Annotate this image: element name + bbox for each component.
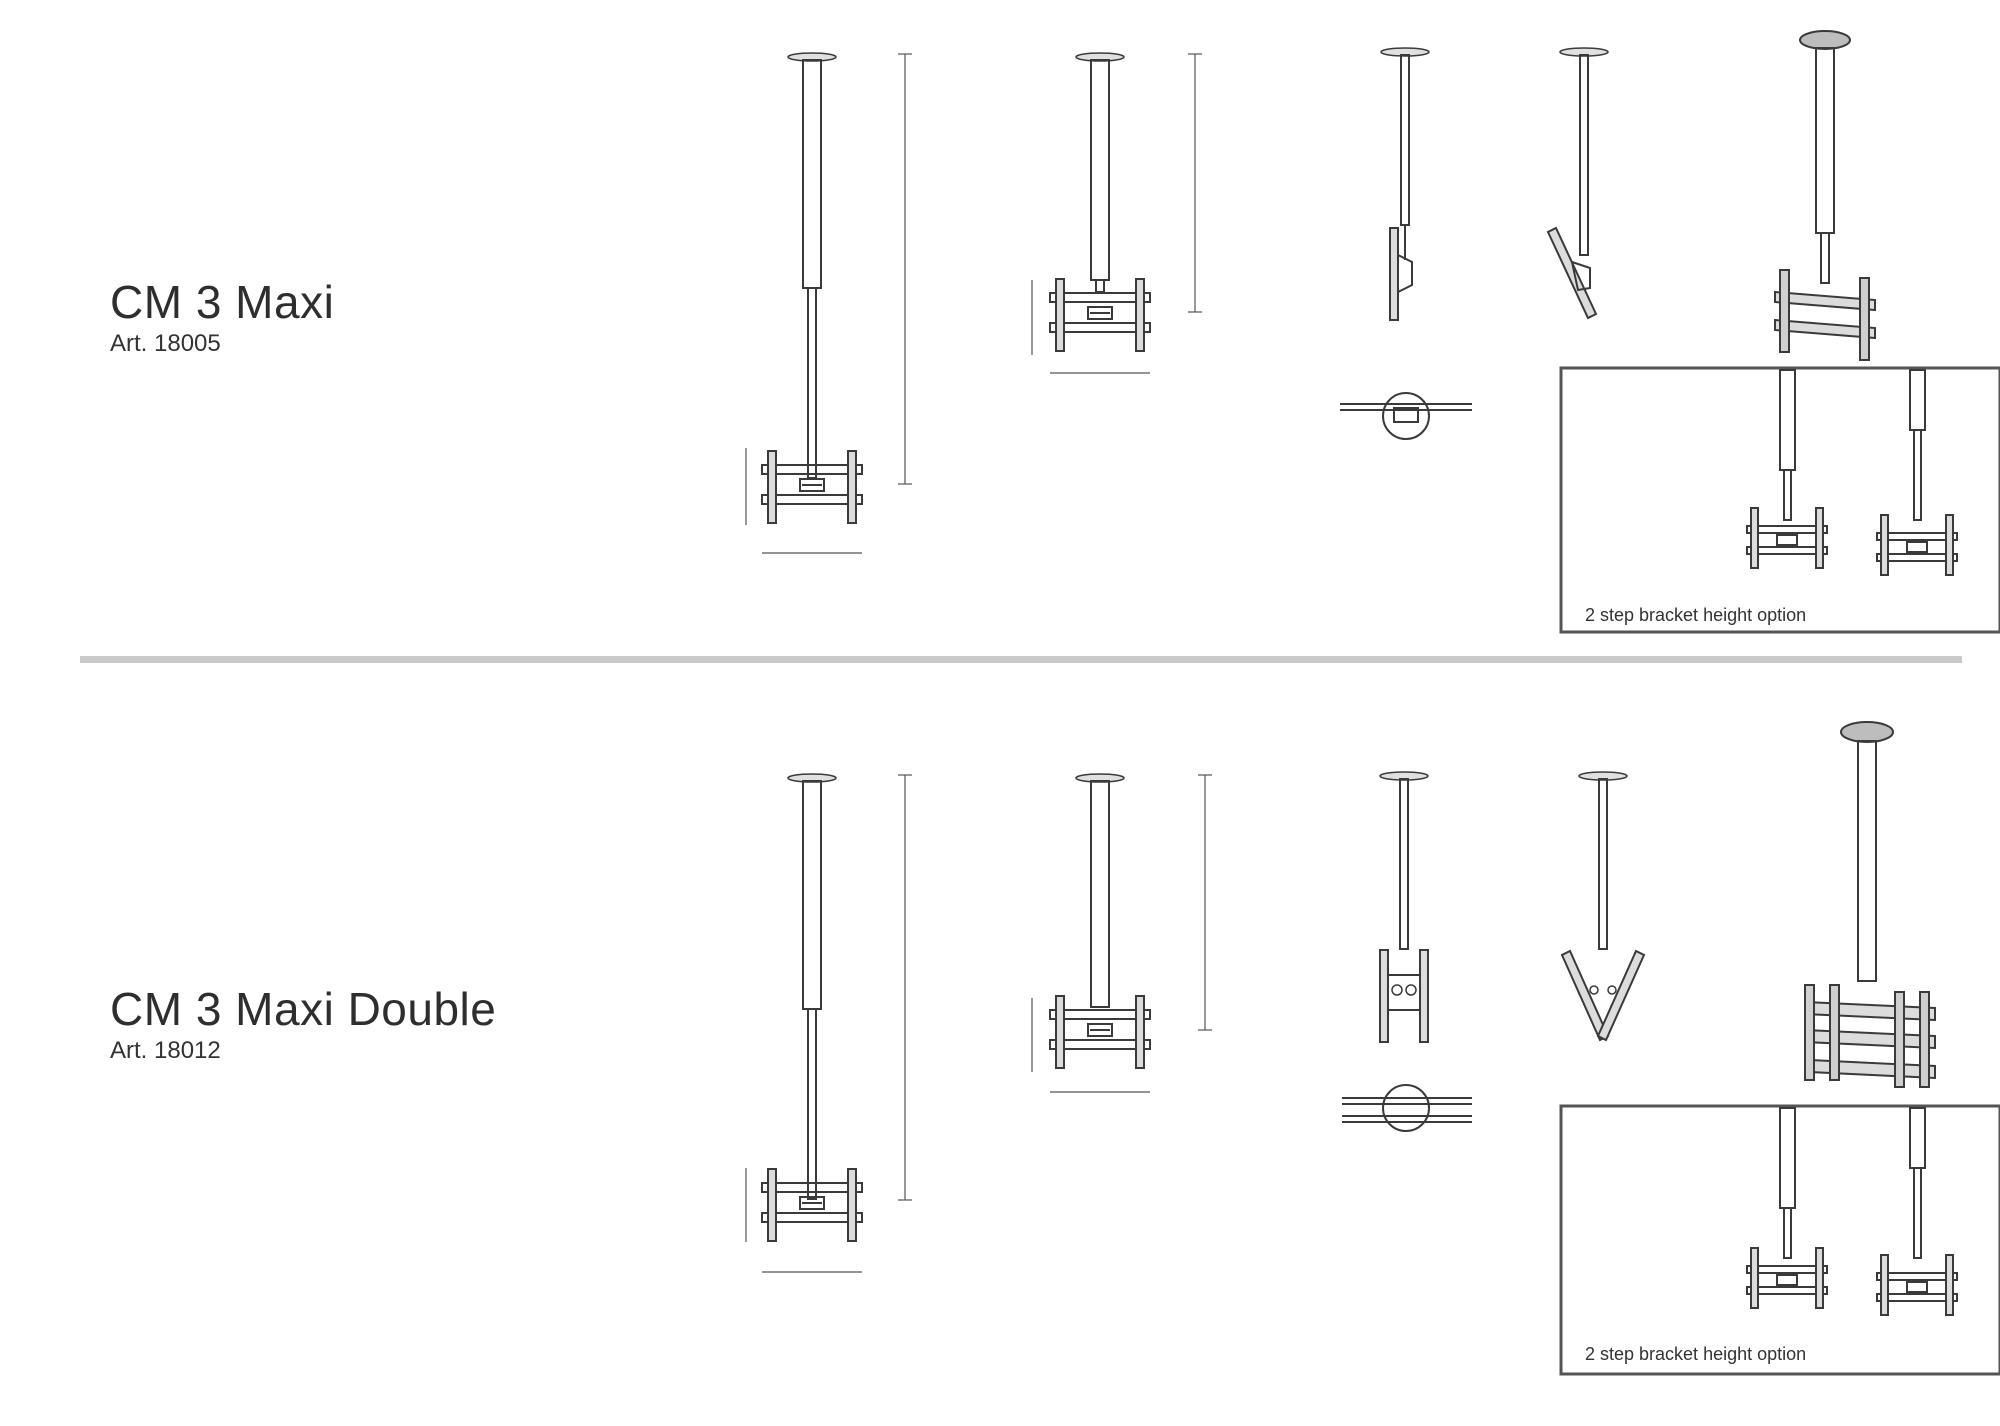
option-caption: 2 step bracket height option <box>1585 1344 1807 1364</box>
drawing-front-short <box>1032 774 1212 1092</box>
drawing-side-tilted <box>1548 48 1608 318</box>
bracket-height-option-box <box>1561 368 2000 632</box>
drawing-front-long <box>746 53 912 553</box>
drawing-top-view <box>1340 393 1472 439</box>
drawing-front-long <box>746 774 912 1272</box>
option-caption: 2 step bracket height option <box>1585 605 1807 625</box>
drawing-front-short <box>1032 53 1202 373</box>
bracket-height-option-box <box>1561 1106 2000 1374</box>
drawing-side-view <box>1381 48 1429 320</box>
product-title: CM 3 Maxi Double <box>110 983 497 1035</box>
drawing-side-view <box>1380 772 1428 1042</box>
drawing-top-view <box>1342 1085 1472 1131</box>
article-number: Art. 18012 <box>110 1037 221 1064</box>
drawing-3d-view <box>1775 31 1875 360</box>
product-title: CM 3 Maxi <box>110 276 335 328</box>
article-number: Art. 18005 <box>110 330 221 357</box>
drawing-side-tilted <box>1562 772 1644 1040</box>
drawing-3d-view <box>1805 722 1935 1087</box>
